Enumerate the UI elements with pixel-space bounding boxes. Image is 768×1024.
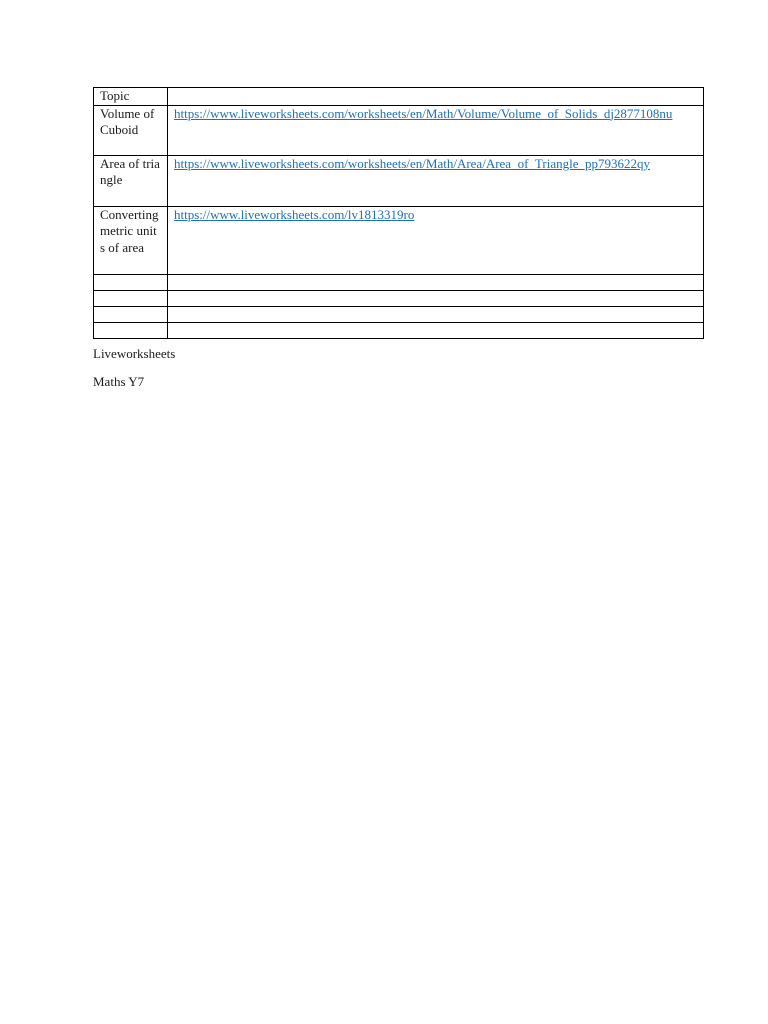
table-row-empty [94,274,704,290]
empty-cell [94,290,168,306]
link-cell [168,105,704,155]
link-area-of-triangle[interactable]: https://www.liveworksheets.com/worksheets/en/Math/Area/Area_of_Triangle_pp793622qy [174,155,650,171]
topic-cell-converting-metric-units: Converting metric units of area [94,206,168,274]
table-row [94,155,704,206]
table-header-row [94,88,704,106]
topic-cell-area-of-triangle: Area of triangle [94,155,168,206]
topic-header-cell: Topic [94,88,168,106]
table-row-empty [94,306,704,322]
link-cell [168,155,704,206]
caption-maths-y7: Maths Y7 [93,374,145,389]
table-row-empty [94,322,704,338]
topic-cell-volume-of-cuboid: Volume of Cuboid [94,105,168,155]
topics-table [93,87,704,339]
table-row-empty [94,290,704,306]
link-header-cell [168,88,704,106]
empty-cell [94,306,168,322]
link-volume-of-solids[interactable]: https://www.liveworksheets.com/worksheets/en/Math/Volume/Volume_of_Solids_dj2877108nu [174,105,673,121]
empty-cell [168,306,704,322]
empty-cell [94,322,168,338]
link-converting-metric-units[interactable]: https://www.liveworksheets.com/lv1813319ro [174,206,415,222]
table-row [94,206,704,274]
empty-cell [168,274,704,290]
empty-cell [94,274,168,290]
empty-cell [168,290,704,306]
caption-liveworksheets: Liveworksheets [93,346,176,361]
empty-cell [168,322,704,338]
link-cell [168,206,704,274]
table-row [94,105,704,155]
